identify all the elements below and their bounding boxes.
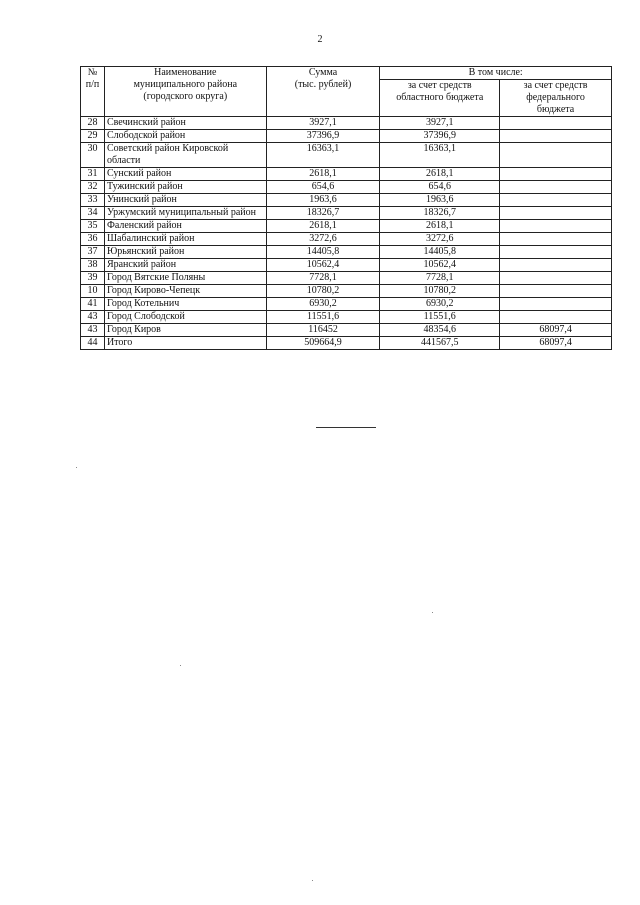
regional-value: 3272,6 <box>380 233 500 246</box>
row-number: 33 <box>81 194 105 207</box>
budget-table <box>80 66 612 350</box>
row-number: 28 <box>81 117 105 130</box>
district-name: Фаленский район <box>104 220 266 233</box>
district-name: Советский район Кировской области <box>104 143 266 168</box>
federal-value <box>500 181 612 194</box>
regional-value: 16363,1 <box>380 143 500 168</box>
district-name: Свечинский район <box>104 117 266 130</box>
row-number: 43 <box>81 324 105 337</box>
federal-value <box>500 117 612 130</box>
federal-value <box>500 194 612 207</box>
table-row <box>81 117 612 130</box>
header-federal-text: за счет средств федерального бюджета <box>523 80 588 115</box>
table-row <box>81 324 612 337</box>
regional-value: 48354,6 <box>380 324 500 337</box>
header-including <box>380 67 612 80</box>
row-number: 44 <box>81 337 105 350</box>
federal-value <box>500 285 612 298</box>
regional-value: 654,6 <box>380 181 500 194</box>
district-name: Итого <box>104 337 266 350</box>
scan-speck <box>432 612 433 613</box>
table-row <box>81 246 612 259</box>
header-name-text: Наименование муниципального района (городского округа) <box>133 67 238 102</box>
row-number: 29 <box>81 130 105 143</box>
district-name: Сунский район <box>104 168 266 181</box>
header-sum-text: Сумма (тыс. рублей) <box>294 67 352 90</box>
district-name: Город Котельнич <box>104 298 266 311</box>
regional-value: 3927,1 <box>380 117 500 130</box>
sum-value: 7728,1 <box>266 272 380 285</box>
district-name: Слободской район <box>104 130 266 143</box>
sum-value: 509664,9 <box>266 337 380 350</box>
regional-value: 10562,4 <box>380 259 500 272</box>
regional-value: 2618,1 <box>380 168 500 181</box>
row-number: 32 <box>81 181 105 194</box>
regional-value: 11551,6 <box>380 311 500 324</box>
sum-value: 16363,1 <box>266 143 380 168</box>
regional-value: 37396,9 <box>380 130 500 143</box>
scan-speck <box>180 665 181 666</box>
header-regional-text: за счет средств областного бюджета <box>396 80 484 103</box>
district-name: Город Киров <box>104 324 266 337</box>
header-number-text: № п/п <box>85 67 100 90</box>
row-number: 35 <box>81 220 105 233</box>
sum-value: 116452 <box>266 324 380 337</box>
table-row <box>81 130 612 143</box>
federal-value <box>500 311 612 324</box>
header-sum <box>266 67 380 117</box>
header-including-text: В том числе: <box>468 67 523 78</box>
sum-value: 1963,6 <box>266 194 380 207</box>
row-number: 37 <box>81 246 105 259</box>
district-name: Яранский район <box>104 259 266 272</box>
table-row <box>81 207 612 220</box>
table-row <box>81 143 612 168</box>
federal-value <box>500 207 612 220</box>
sum-value: 2618,1 <box>266 168 380 181</box>
sum-value: 2618,1 <box>266 220 380 233</box>
header-number <box>81 67 105 117</box>
district-name: Юрьянский район <box>104 246 266 259</box>
row-number: 36 <box>81 233 105 246</box>
sum-value: 10562,4 <box>266 259 380 272</box>
table-row <box>81 272 612 285</box>
regional-value: 2618,1 <box>380 220 500 233</box>
table-row <box>81 285 612 298</box>
regional-value: 6930,2 <box>380 298 500 311</box>
district-name: Уржумский муниципальный район <box>104 207 266 220</box>
sum-value: 3272,6 <box>266 233 380 246</box>
table-body <box>81 117 612 350</box>
scan-speck <box>312 880 313 881</box>
regional-value: 441567,5 <box>380 337 500 350</box>
row-number: 10 <box>81 285 105 298</box>
table-row <box>81 181 612 194</box>
page-number: 2 <box>317 34 323 45</box>
sum-value: 654,6 <box>266 181 380 194</box>
header-name <box>104 67 266 117</box>
sum-value: 14405,8 <box>266 246 380 259</box>
federal-value <box>500 130 612 143</box>
regional-value: 18326,7 <box>380 207 500 220</box>
table-row <box>81 337 612 350</box>
table-row <box>81 259 612 272</box>
row-number: 41 <box>81 298 105 311</box>
federal-value <box>500 259 612 272</box>
row-number: 43 <box>81 311 105 324</box>
district-name: Город Слободской <box>104 311 266 324</box>
district-name: Унинский район <box>104 194 266 207</box>
federal-value <box>500 272 612 285</box>
row-number: 30 <box>81 143 105 168</box>
table-row <box>81 194 612 207</box>
sum-value: 37396,9 <box>266 130 380 143</box>
sum-value: 11551,6 <box>266 311 380 324</box>
regional-value: 10780,2 <box>380 285 500 298</box>
table-row <box>81 298 612 311</box>
federal-value <box>500 233 612 246</box>
federal-value <box>500 246 612 259</box>
district-name: Шабалинский район <box>104 233 266 246</box>
table-row <box>81 220 612 233</box>
row-number: 39 <box>81 272 105 285</box>
federal-value <box>500 168 612 181</box>
row-number: 34 <box>81 207 105 220</box>
table-row <box>81 311 612 324</box>
regional-value: 7728,1 <box>380 272 500 285</box>
district-name: Город Вятские Поляны <box>104 272 266 285</box>
sum-value: 3927,1 <box>266 117 380 130</box>
federal-value <box>500 143 612 168</box>
regional-value: 14405,8 <box>380 246 500 259</box>
federal-value: 68097,4 <box>500 324 612 337</box>
federal-value <box>500 220 612 233</box>
separator-line <box>316 427 376 428</box>
district-name: Город Кирово-Чепецк <box>104 285 266 298</box>
row-number: 31 <box>81 168 105 181</box>
table-row <box>81 168 612 181</box>
row-number: 38 <box>81 259 105 272</box>
header-federal <box>500 80 612 117</box>
federal-value: 68097,4 <box>500 337 612 350</box>
sum-value: 18326,7 <box>266 207 380 220</box>
regional-value: 1963,6 <box>380 194 500 207</box>
sum-value: 6930,2 <box>266 298 380 311</box>
district-name: Тужинский район <box>104 181 266 194</box>
sum-value: 10780,2 <box>266 285 380 298</box>
federal-value <box>500 298 612 311</box>
scan-speck <box>76 467 77 468</box>
table-row <box>81 233 612 246</box>
header-regional <box>380 80 500 117</box>
